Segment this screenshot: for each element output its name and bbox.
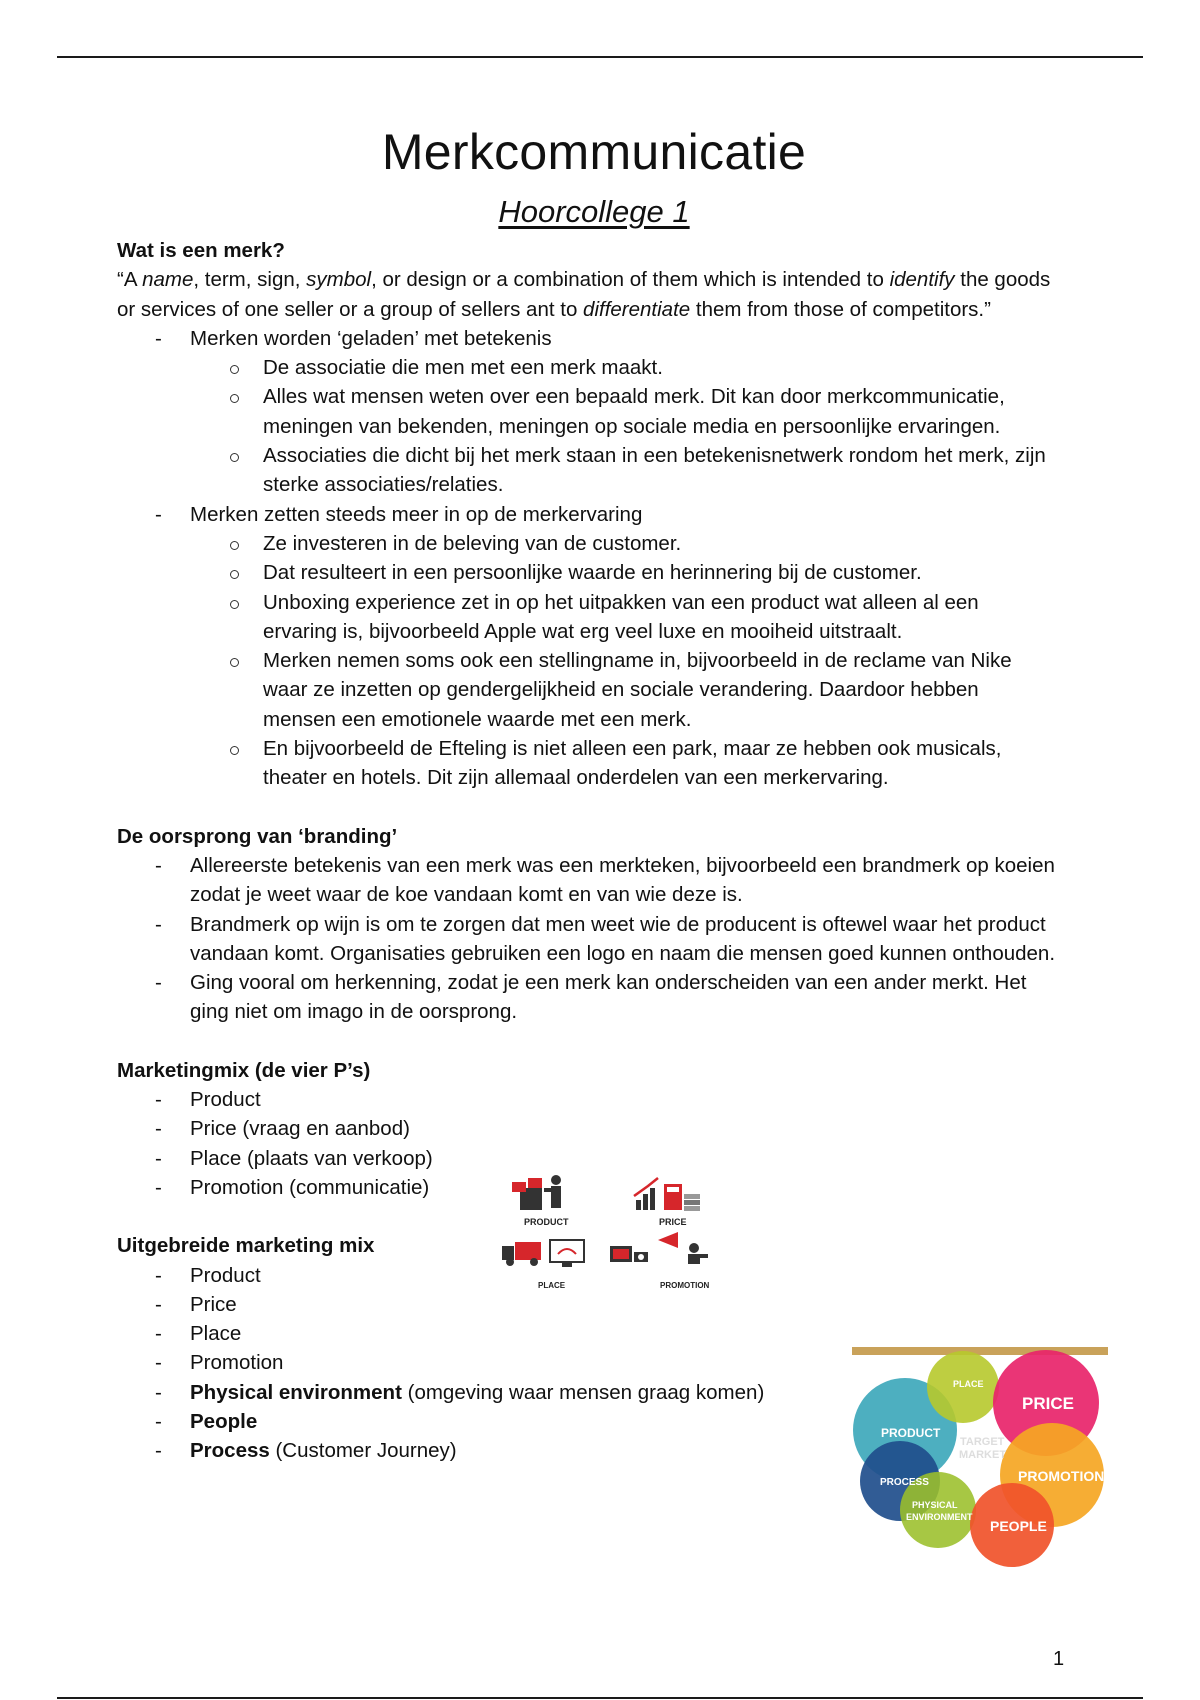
list-item: En bijvoorbeeld de Efteling is niet alleen een park, maar ze hebben ook musicals, theater en hotels. Dit zijn allemaal onderdelen van een merkervaring. xyxy=(263,734,1057,793)
list-item: - Physical environment (omgeving waar mensen graag komen) xyxy=(190,1378,1057,1407)
list-item: - Promotion xyxy=(190,1348,1057,1377)
document-title: Merkcommunicatie xyxy=(381,124,807,180)
gold-bar xyxy=(852,1347,1108,1355)
price-label: PRICE xyxy=(1022,1394,1074,1413)
place-figure-label: PLACE xyxy=(538,1281,566,1290)
product-figure-label: PRODUCT xyxy=(524,1217,569,1227)
four-ps-illustration xyxy=(498,1170,738,1300)
list-item: - Merken zetten steeds meer in op de merkervaring Ze investeren in de beleving van de customer. Dat resulteert in een persoonlijke waarde en herinnering bij de customer. Unboxing experience zet in op het uitpakken van een product wat alleen al een ervaring is, bijvoorbeeld Apple wat erg veel luxe en mooiheid uitstraalt. Merken nemen soms ook een stellingname in, bijvoorbeeld in de reclame van Nike waar ze inzetten op gendergelijkheid en sociale verandering. Daardoor hebben mensen een emotionele waarde met een merk. En bijvoorbeeld de Efteling is niet alleen een park, maar ze hebben ook musicals, theater en hotels. Dit zijn allemaal onderdelen van een merkervaring. xyxy=(190,500,1057,793)
price-icon xyxy=(634,1178,700,1211)
bottom-rule xyxy=(57,1697,1143,1699)
list-item: - Ging vooral om herkenning, zodat je een merk kan onderscheiden van een ander merkt. Het ging niet om imago in de oorsprong. xyxy=(190,968,1057,1027)
product-label: PRODUCT xyxy=(881,1426,941,1440)
bullet-list xyxy=(117,324,1057,793)
promotion-figure-label: PROMOTION xyxy=(660,1281,710,1290)
list-item: Merken nemen soms ook een stellingname in, bijvoorbeeld in de reclame van Nike waar ze inzetten op gendergelijkheid en sociale verandering. Daardoor hebben mensen een emotionele waarde met een merk. xyxy=(263,646,1057,734)
list-item: - Product xyxy=(190,1261,1057,1290)
place-label: PLACE xyxy=(953,1379,984,1389)
sub-list xyxy=(190,529,1057,793)
bullet-list xyxy=(117,851,1057,1027)
list-item: - Brandmerk op wijn is om te zorgen dat men weet wie de producent is oftewel waar het product vandaan komt. Organisaties gebruiken een logo en naam die mensen goed kunnen onthouden. xyxy=(190,910,1057,969)
list-item: - Process (Customer Journey) xyxy=(190,1436,1057,1465)
market-label: MARKET xyxy=(959,1449,1007,1461)
list-item: - Price (vraag en aanbod) xyxy=(190,1114,540,1143)
list-item: - Promotion (communicatie) xyxy=(190,1173,540,1202)
list-item: Ze investeren in de beleving van de customer. xyxy=(263,529,1057,558)
process-label: PROCESS xyxy=(880,1477,929,1488)
section-heading-oorsprong-branding: De oorsprong van ‘branding’ xyxy=(117,824,398,848)
promotion-icon xyxy=(610,1232,708,1264)
list-item: Associaties die dicht bij het merk staan in een betekenisnetwerk rondom het merk, zijn sterke associaties/relaties. xyxy=(263,441,1057,500)
list-item: De associatie die men met een merk maakt. xyxy=(263,353,1057,382)
list-item: - Merken worden ‘geladen’ met betekenis De associatie die men met een merk maakt. Alles wat mensen weten over een bepaald merk. Dit kan door merkcommunicatie, meningen van bekenden, meningen op sociale media en persoonlijke ervaringen. Associaties die dicht bij het merk staan in een betekenisnetwerk rondom het merk, zijn sterke associaties/relaties. xyxy=(190,324,1057,500)
price-figure-label: PRICE xyxy=(659,1217,687,1227)
list-item: - Place (plaats van verkoop) xyxy=(190,1144,540,1173)
list-item: - Product xyxy=(190,1085,540,1114)
place-icon xyxy=(502,1240,584,1267)
bullet-list xyxy=(117,1085,540,1202)
list-item: - Place xyxy=(190,1319,1057,1348)
promotion-label: PROMOTION xyxy=(1018,1468,1105,1484)
list-item: Dat resulteert in een persoonlijke waarde en herinnering bij de customer. xyxy=(263,558,1057,587)
environment-label: ENVIRONMENT xyxy=(906,1512,973,1522)
physical-label: PHYSICAL xyxy=(912,1500,958,1510)
list-item: - Allereerste betekenis van een merk was een merkteken, bijvoorbeeld een brandmerk op koeien zodat je weet waar de koe vandaan komt en van wie deze is. xyxy=(190,851,1057,910)
section-heading-wat-is-een-merk: Wat is een merk? xyxy=(117,239,285,262)
list-item: Unboxing experience zet in op het uitpakken van een product wat alleen al een ervaring is, bijvoorbeeld Apple wat erg veel luxe en mooiheid uitstraalt. xyxy=(263,588,1057,647)
product-icon xyxy=(512,1175,561,1210)
four-ps-icons xyxy=(498,1170,738,1300)
top-rule xyxy=(57,56,1143,58)
list-item: - People xyxy=(190,1407,1057,1436)
people-label: PEOPLE xyxy=(990,1518,1047,1534)
list-item: Alles wat mensen weten over een bepaald merk. Dit kan door merkcommunicatie, meningen van bekenden, meningen op sociale media en persoonlijke ervaringen. xyxy=(263,382,1057,441)
definition-quote: “A name, term, sign, symbol, or design or a combination of them which is intended to identify the goods or services of one seller or a group of sellers ant to differentiate them from those of competitors.” xyxy=(117,268,1051,321)
extended-marketing-mix-diagram xyxy=(850,1345,1110,1575)
section-heading-marketingmix: Marketingmix (de vier P’s) xyxy=(117,1058,371,1082)
page-number: 1 xyxy=(1053,1648,1065,1670)
target-label: TARGET xyxy=(960,1436,1005,1448)
document-subtitle: Hoorcollege 1 xyxy=(498,194,690,229)
sub-list xyxy=(190,353,1057,499)
section-heading-uitgebreide-marketing-mix: Uitgebreide marketing mix xyxy=(117,1234,375,1258)
list-item: - Price xyxy=(190,1290,1057,1319)
venn-circles xyxy=(850,1345,1110,1575)
